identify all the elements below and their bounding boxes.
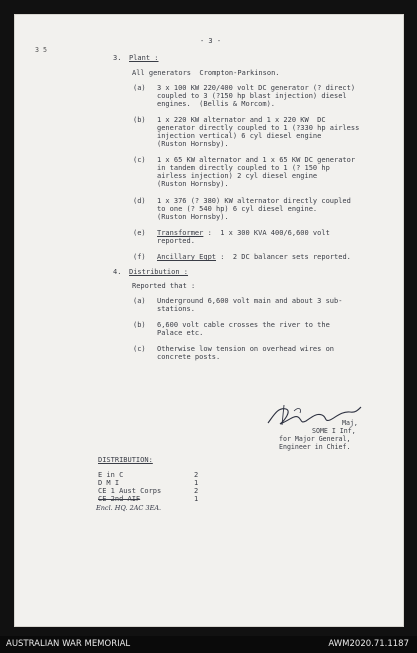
- section-3-heading: Plant :: [129, 54, 159, 62]
- margin-mark: 3 5: [35, 46, 47, 54]
- item-letter: (d): [133, 197, 146, 205]
- item-line: 1 x 220 KW alternator and 1 x 220 KW DC: [157, 116, 326, 124]
- item-letter: (e): [133, 229, 146, 237]
- item-line: generator directly coupled to 1 (?330 hp airless: [157, 124, 360, 132]
- distribution-recipient-struck: CE 2nd AIF: [98, 495, 141, 503]
- page-number: - 3 -: [200, 37, 222, 45]
- item-line: Otherwise low tension on overhead wires on: [157, 345, 335, 353]
- item-line: Underground 6,600 volt main and about 3 sub-: [157, 297, 343, 305]
- signature-rank: Maj,: [342, 419, 358, 427]
- section-4-intro: Reported that :: [132, 282, 196, 290]
- item-line: airless injection) 2 cyl diesel engine: [157, 172, 318, 180]
- signature-for: for Major General,: [279, 435, 351, 443]
- item-line: to one (? 540 hp) 6 cyl diesel engine.: [157, 205, 318, 213]
- section-4-number: 4.: [113, 268, 122, 276]
- item-line: (Ruston Hornsby).: [157, 140, 229, 148]
- item-line: stations.: [157, 305, 195, 313]
- item-line: Palace etc.: [157, 329, 204, 337]
- distribution-qty: 1: [194, 495, 199, 503]
- item-line: [157, 229, 330, 237]
- distribution-recipient: D M I: [98, 479, 120, 487]
- item-letter: (f): [133, 253, 146, 261]
- section-3-number: 3.: [113, 54, 122, 62]
- distribution-recipient: E in C: [98, 471, 124, 479]
- item-line: [157, 253, 351, 261]
- footer-accession-number: AWM2020.71.1187: [328, 639, 409, 649]
- ancillary-text: : 2 DC balancer sets reported.: [216, 253, 351, 261]
- transformer-text: : 1 x 300 KVA 400/6,600 volt: [203, 229, 330, 237]
- document-page: [14, 14, 404, 627]
- item-line: 3 x 100 KW 220/400 volt DC generator (? direct): [157, 84, 356, 92]
- distribution-heading: DISTRIBUTION:: [98, 456, 153, 464]
- transformer-label: Transformer: [157, 229, 204, 237]
- distribution-qty: 2: [194, 487, 199, 495]
- item-line: (Ruston Hornsby).: [157, 180, 229, 188]
- item-letter: (a): [133, 297, 146, 305]
- footer-archive-name: AUSTRALIAN WAR MEMORIAL: [6, 639, 131, 649]
- ancillary-label: Ancillary Eqpt: [157, 253, 217, 261]
- item-line: 1 x 65 KW alternator and 1 x 65 KW DC generator: [157, 156, 356, 164]
- distribution-recipient: CE 1 Aust Corps: [98, 487, 162, 495]
- item-line: engines. (Bellis & Morcom).: [157, 100, 276, 108]
- item-letter: (a): [133, 84, 146, 92]
- item-line: concrete posts.: [157, 353, 221, 361]
- item-line: reported.: [157, 237, 195, 245]
- item-letter: (b): [133, 321, 146, 329]
- item-line: 1 x 376 (? 380) KW alternator directly coupled: [157, 197, 351, 205]
- signature-title: Engineer in Chief.: [279, 443, 351, 451]
- item-line: injection vertical) 6 cyl diesel engine: [157, 132, 322, 140]
- item-line: (Ruston Hornsby).: [157, 213, 229, 221]
- item-line: coupled to 3 (?150 hp blast injection) diesel: [157, 92, 347, 100]
- section-3-intro: All generators Crompton-Parkinson.: [132, 69, 280, 77]
- item-line: 6,600 volt cable crosses the river to the: [157, 321, 330, 329]
- item-letter: (b): [133, 116, 146, 124]
- handwritten-note: Encl. HQ. 2AC 3EA.: [96, 504, 162, 512]
- section-4-heading: Distribution :: [129, 268, 189, 276]
- item-letter: (c): [133, 156, 146, 164]
- archive-footer: [0, 636, 417, 653]
- item-line: in tandem directly coupled to 1 (? 150 hp: [157, 164, 330, 172]
- item-letter: (c): [133, 345, 146, 353]
- distribution-qty: 2: [194, 471, 199, 479]
- signature-unit: SOME I Inf,: [312, 427, 356, 435]
- distribution-qty: 1: [194, 479, 199, 487]
